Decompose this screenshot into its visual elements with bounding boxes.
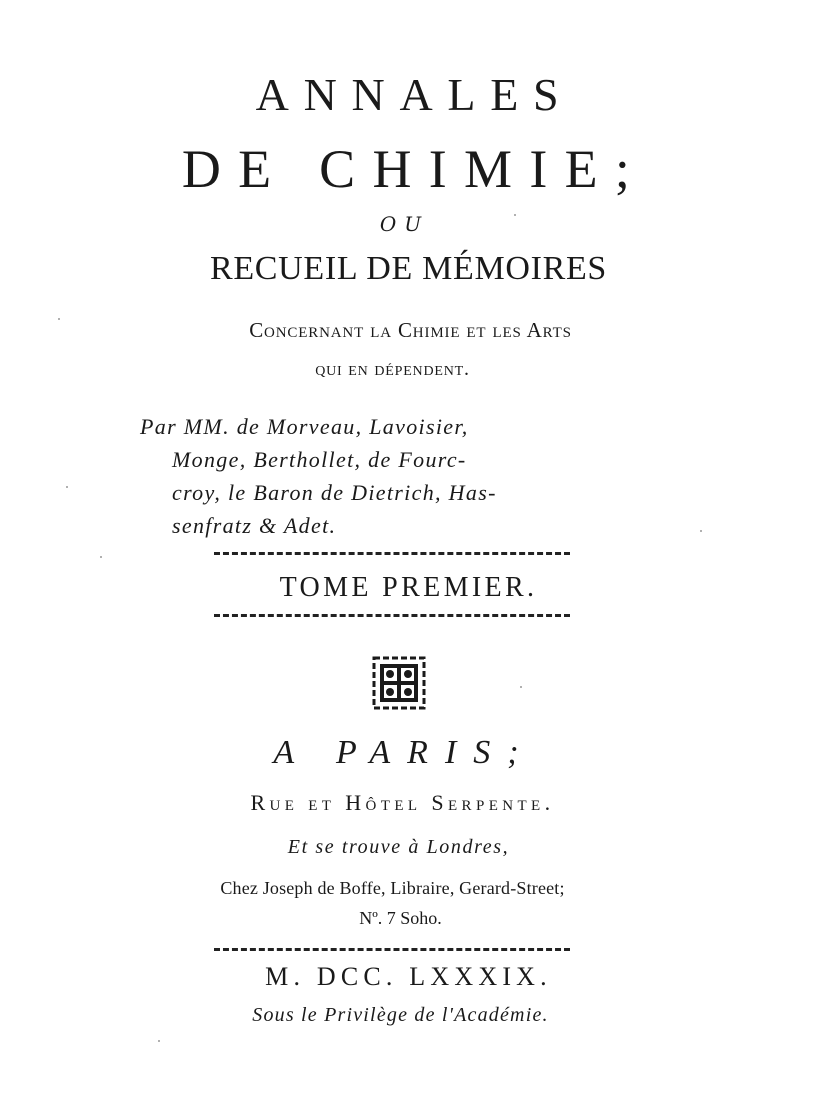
paper-speck (66, 486, 68, 488)
rule-divider (214, 552, 570, 555)
fleuron-ornament-icon (372, 656, 426, 710)
paper-speck (514, 214, 516, 216)
place-paris: A PARIS; (273, 734, 536, 771)
privilege-line: Sous le Privilège de l'Académie. (252, 1004, 549, 1026)
paper-speck (700, 530, 702, 532)
paper-speck (58, 318, 60, 320)
authors-line: senfratz & Adet. (172, 513, 337, 538)
street-address: Rue et Hôtel Serpente. (250, 790, 555, 815)
publication-date: M. DCC. LXXXIX. (265, 962, 552, 991)
title-annales: ANNALES (255, 69, 574, 120)
paper-speck (100, 556, 102, 558)
volume-label: TOME PREMIER. (279, 572, 538, 603)
paper-speck (520, 686, 522, 688)
address-line: Nº. 7 Soho. (359, 908, 442, 928)
paper-speck (158, 1040, 160, 1042)
title-de-chimie: DE CHIMIE; (181, 139, 648, 199)
authors-block (140, 410, 660, 542)
authors-line: Par MM. de Morveau, Lavoisier, (140, 414, 469, 439)
rule-divider (214, 948, 570, 951)
rule-divider (214, 614, 570, 617)
authors-line: croy, le Baron de Dietrich, Has- (172, 480, 497, 505)
conjunction-ou: OU (379, 212, 430, 236)
subtitle-recueil: RECUEIL DE MÉMOIRES (210, 250, 607, 287)
london-line: Et se trouve à Londres, (287, 836, 510, 858)
bookseller-line: Chez Joseph de Boffe, Libraire, Gerard-Street; (220, 878, 565, 898)
authors-line: Monge, Berthollet, de Fourc- (172, 447, 467, 472)
subtitle-dependent: qui en dépendent. (315, 358, 470, 380)
subtitle-concernant: Concernant la Chimie et les Arts (249, 318, 572, 342)
